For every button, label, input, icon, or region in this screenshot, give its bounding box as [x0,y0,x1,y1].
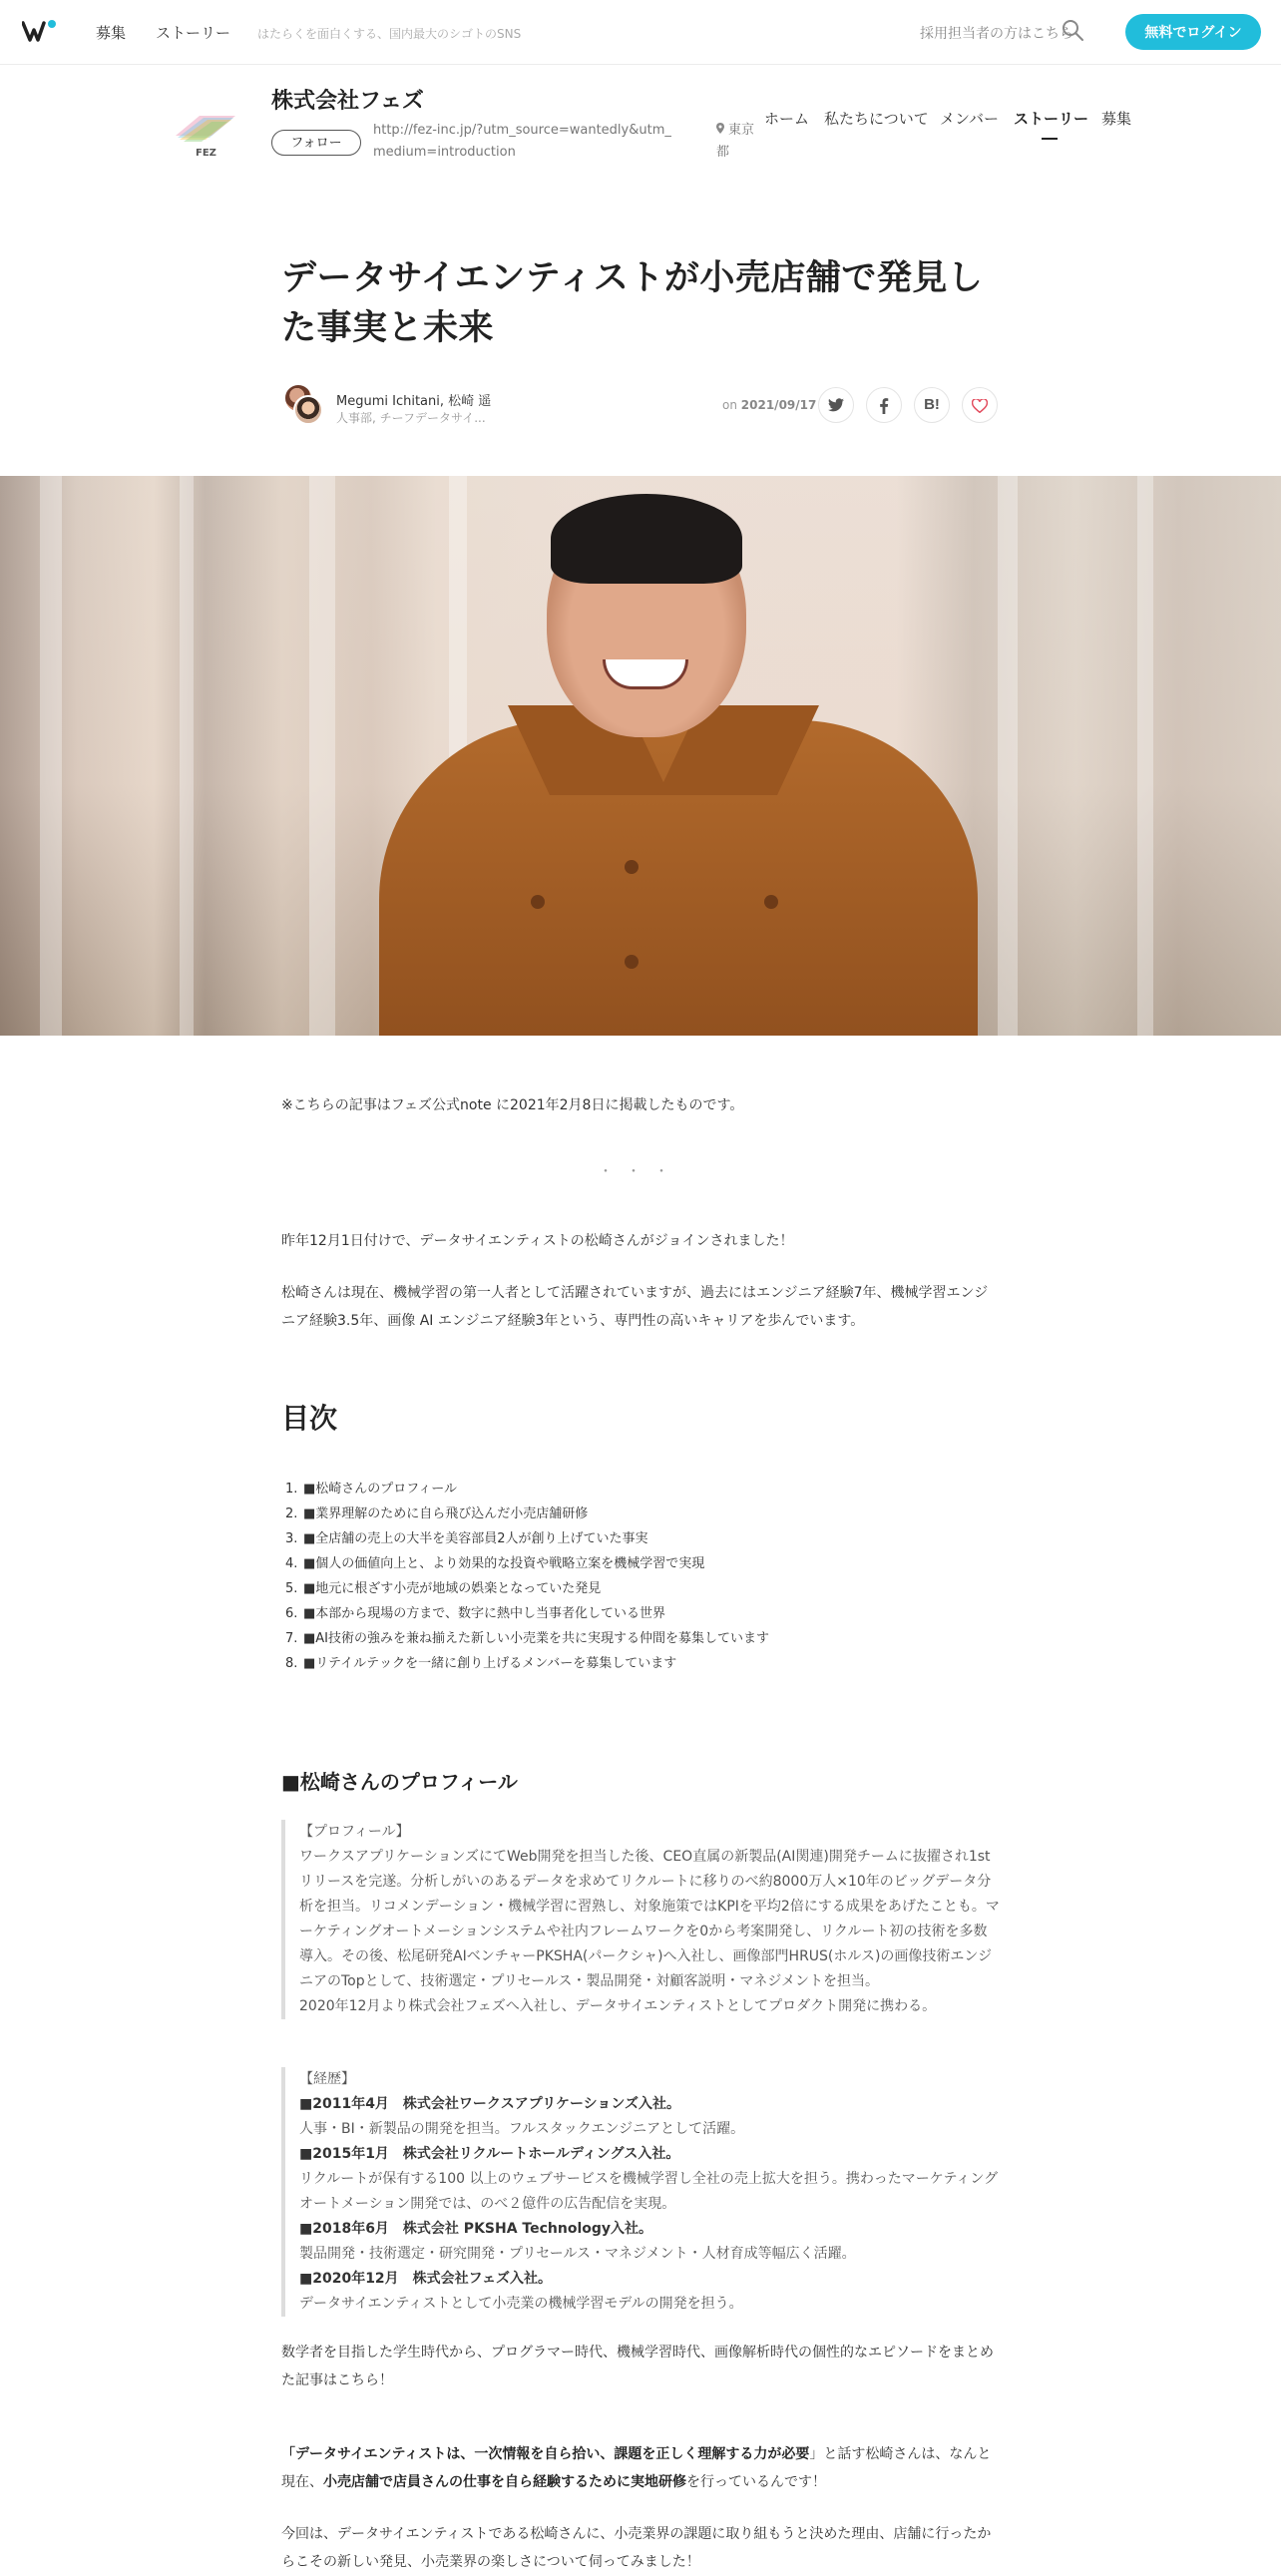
section-separator: ・・・ [599,1164,682,1180]
wantedly-logo-icon[interactable] [22,18,58,44]
career-quote [281,2067,1000,2317]
search-icon[interactable] [1060,17,1085,43]
toc-item[interactable]: 8. ■リテイルテックを一緒に創り上げるメンバーを募集しています [285,1656,677,1671]
tab-recruit[interactable]: 募集 [1101,110,1132,128]
toc-item[interactable]: 3. ■全店舗の売上の大半を美容部員2人が創り上げていた事実 [285,1531,648,1546]
like-button[interactable] [962,387,998,423]
source-note: ※こちらの記事はフェズ公式note に2021年2月8日に掲載したものです。 [281,1097,744,1113]
author-names[interactable]: Megumi Ichitani, 松崎 遥 [336,394,492,409]
article-title: データサイエンティストが小売店舗で発見した事実と未来 [281,258,984,348]
share-twitter-button[interactable] [818,387,854,423]
career-desc: リクルートが保有する100 以上のウェブサービスを機械学習し全社の売上拡大を担う。携わったマーケティングオートメーション開発では、のべ２億件の広告配信を実現。 [299,2171,999,2212]
heart-icon [972,399,988,413]
tab-stories[interactable]: ストーリー [1014,110,1089,128]
nav-tagline: はたらくを面白くする、国内最大のシゴトのSNS [257,27,522,41]
interview-intro: 「データサイエンティストは、一次情報を自ら拾い、課題を正しく理解する力が必要」と話す松崎さんは、なんと現在、小売店舗で店員さんの仕事を自ら経験するために実地研修を行っているんです！ [281,2446,992,2490]
profile-text: ワークスアプリケーションズにてWeb開発を担当した後、CEO直属の新製品(AI関連)開発チームに抜擢され1stリリースを完遂。分析しがいのあるデータを求めてリクルートに移りのべ約8000万人×10年のビッグデータ分析を担当。リコメンデーション・機械学習に習熟し、対象施策ではKPIを平均2倍にする成果をあげたことも。マーケティングオートメーションシステムや社内フレームワークを0から考案開発し、リクルート初の技術を多数導入。その後、松尾研発AIベンチャーPKSHA(パークシャ)へ入社し、画像部門HRUS(ホルス)の画像技術エンジニアのTopとして、技術選定・プリセールス・製品開発・対顧客説明・マネジメントを担当。 [299,1849,1000,1989]
nav-stories-link[interactable]: ストーリー [156,24,231,42]
fez-logo-icon[interactable] [170,98,241,164]
table-of-contents [281,1477,1000,1676]
profile-heading: ■松崎さんのプロフィール [281,1770,518,1794]
company-name[interactable]: 株式会社フェズ [271,89,424,114]
tab-members[interactable]: メンバー [940,110,999,128]
toc-item[interactable]: 5. ■地元に根ざす小売が地域の娯楽となっていた発見 [285,1581,602,1596]
tab-about[interactable]: 私たちについて [824,110,929,128]
intro-paragraph-1: 昨年12月1日付けで、データサイエンティストの松崎さんがジョインされました！ [281,1233,794,1249]
publish-prefix: on [722,398,737,412]
login-button[interactable]: 無料でログイン [1125,14,1261,50]
tab-home[interactable]: ホーム [764,110,810,128]
toc-item[interactable]: 6. ■本部から現場の方まで、数字に熱中し当事者化している世界 [285,1606,666,1621]
profile-label: 【プロフィール】 [299,1824,410,1840]
toc-item[interactable]: 4. ■個人の価値向上と、より効果的な投資や戦略立案を機械学習で実現 [285,1556,705,1571]
location-text: 東京都 [716,123,755,160]
career-desc: 人事・BI・新製品の開発を担当。フルスタックエンジニアとして活躍。 [299,2121,745,2137]
career-desc: 製品開発・技術選定・研究開発・プリセールス・マネジメント・人材育成等幅広く活躍。 [299,2246,856,2262]
share-facebook-button[interactable] [866,387,902,423]
author-role: 人事部, チーフデータサイ... [336,411,486,425]
career-title: ■2011年4月 株式会社ワークスアプリケーションズ入社。 [299,2096,680,2112]
career-title: ■2020年12月 株式会社フェズ入社。 [299,2271,552,2287]
episode-paragraph: 数学者を目指した学生時代から、プログラマー時代、機械学習時代、画像解析時代の個性的なエピソードをまとめた記事はこちら！ [281,2345,994,2388]
career-title: ■2018年6月 株式会社 PKSHA Technology入社。 [299,2221,653,2237]
publish-date-value: 2021/09/17 [740,398,817,412]
intro-paragraph-2: 松崎さんは現在、機械学習の第一人者として活躍されていますが、過去にはエンジニア経験7年、機械学習エンジニア経験3.5年、画像 AI エンジニア経験3年という、専門性の高いキャリアを歩んでいます。 [281,1285,989,1329]
toc-item[interactable]: 7. ■AI技術の強みを兼ね揃えた新しい小売業を共に実現する仲間を募集しています [285,1631,770,1646]
facebook-icon [879,398,889,414]
company-url[interactable]: http://fez-inc.jp/?utm_source=wantedly&utm_medium=introduction [373,123,671,160]
company-location [716,120,762,164]
active-tab-indicator [1042,138,1058,140]
share-hatena-button[interactable]: B! [914,387,950,423]
top-nav [0,0,1281,65]
toc-item[interactable]: 1. ■松崎さんのプロフィール [285,1482,457,1497]
profile-text-2: 2020年12月より株式会社フェズへ入社し、データサイエンティストとしてプロダクト開発に携わる。 [299,1998,937,2014]
follow-button[interactable]: フォロー [271,130,361,156]
twitter-icon [828,398,844,412]
location-pin-icon [716,123,724,134]
career-label: 【経歴】 [299,2071,355,2087]
toc-heading: 目次 [281,1402,338,1435]
hero-image [0,476,1281,1036]
profile-quote [281,1820,1000,2019]
author-avatar-2[interactable] [293,395,323,425]
nav-recruit-link[interactable]: 募集 [96,24,127,42]
toc-item[interactable]: 2. ■業界理解のために自ら飛び込んだ小売店舗研修 [285,1506,589,1521]
career-desc: データサイエンティストとして小売業の機械学習モデルの開発を担う。 [299,2296,743,2312]
recruiter-link[interactable]: 採用担当者の方はこちら [920,26,1073,42]
career-title: ■2015年1月 株式会社リクルートホールディングス入社。 [299,2146,680,2162]
publish-date [722,398,816,412]
logo-text: FEZ [196,148,216,159]
interview-summary: 今回は、データサイエンティストである松崎さんに、小売業界の課題に取り組もうと決めた理由、店舗に行ったからこその新しい発見、小売業界の楽しさについて伺ってみました！ [281,2526,992,2570]
